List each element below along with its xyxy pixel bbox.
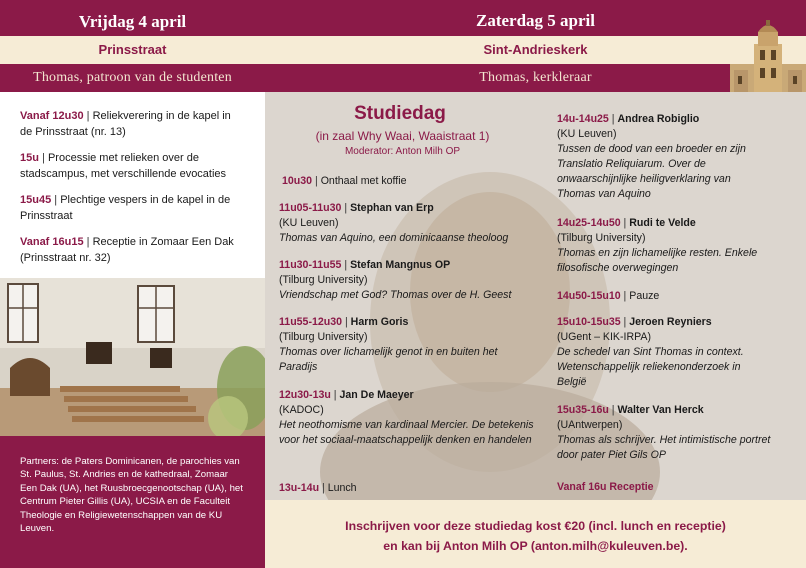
schedule-time: Vanaf 16u15 [20,236,84,248]
right-place-bar [265,36,806,64]
schedule-time: 15u45 [20,194,52,206]
talk-item: 11u55-12u30 | Harm Goris (Tilburg University) Thomas over lichamelijk genot in en buiten het Paradijs [279,315,509,375]
pause-item: 14u50-15u10 | Pauze [557,290,660,302]
program-time: 11u55-12u30 [279,316,343,328]
lunch-item: 13u-14u | Lunch [279,482,357,494]
speaker-affiliation: (Tilburg University) [279,274,368,286]
left-schedule [0,92,265,278]
speaker-name: Stephan van Erp [350,202,434,214]
talk-item: 15u35-16u | Walter Van Herck (UAntwerpen) Thomas als schrijver. Het intimistische portret door pater Piet Gils OP [557,404,771,461]
speaker-affiliation: (KADOC) [279,404,324,416]
welcome-item: 10u30 | Onthaal met koffie [282,175,407,187]
speaker-affiliation: (Tilburg University) [557,232,646,244]
registration-footer [265,500,806,568]
speaker-name: Andrea Robiglio [617,113,700,125]
studiedag-location: (in zaal Why Waai, Waaistraat 1) [315,129,490,143]
talk-title: Thomas en zijn lichamelijke resten. Enkele filosofische overwegingen [557,247,758,274]
speaker-name: Jeroen Reyniers [629,316,712,328]
left-place-bar [0,36,265,64]
left-schedule-item: 15u45 | Plechtige vespers in de kapel in de Prinsstraat [20,194,231,222]
right-day-header [265,0,806,36]
left-day-title: Vrijdag 4 april [78,12,187,31]
talk-item: 14u-14u25 | Andrea Robiglio (KU Leuven) Tussen de dood van een broeder en zijn Translatio Reliquiarum. Over de onwaarschijnlijke heiligverklaring van Thomas van Aquino [557,112,767,202]
program-time: 14u25-14u50 [557,217,621,229]
partners-text: Partners: de Paters Dominicanen, de parochies van St. Paulus, St. Andries en de kathedraal, Zomaar Een Dak (UA), het Ruusbroecgenootschap (UA), het Centrum Pieter Gillis (UA), UCSIA en de Faculteit Theologie en Religiewetenschappen van de KU Leuven. [0,436,265,568]
speaker-name: Stefan Mangnus OP [350,259,451,271]
right-day-title: Zaterdag 5 april [476,11,595,30]
left-schedule-item: Vanaf 16u15 | Receptie in Zomaar Een Dak (Prinsstraat nr. 32) [20,236,234,264]
church-tower-image [730,18,806,92]
speaker-affiliation: (UAntwerpen) [557,419,623,431]
registration-line-2: en kan bij Anton Milh OP (anton.milh@kuleuven.be). [383,539,688,553]
studiedag-title: Studiedag [354,103,446,124]
program-time: 15u35-16u [557,404,609,416]
left-day-header [0,0,265,36]
schedule-time: Vanaf 12u30 [20,110,84,122]
talk-title: Thomas van Aquino, een dominicaanse theoloog [279,232,509,244]
program-time: 13u-14u [279,482,320,494]
left-place-name: Prinsstraat [98,42,167,57]
speaker-affiliation: (UGent – KIK-IRPA) [557,331,651,343]
right-subtitle-bar [265,64,806,92]
program-time: 11u30-11u55 [279,259,342,271]
studiedag-moderator: Moderator: Anton Milh OP [344,146,461,157]
speaker-affiliation: (KU Leuven) [279,217,339,229]
program-time: 11u05-11u30 [279,202,342,214]
speaker-name: Harm Goris [350,316,409,328]
talk-item: 11u05-11u30 | Stephan van Erp (KU Leuven) Thomas van Aquino, een dominicaanse theoloog [279,201,539,246]
right-place-name: Sint-Andrieskerk [483,42,588,57]
speaker-name: Jan De Maeyer [339,389,414,401]
speaker-name: Rudi te Velde [629,217,696,229]
talk-title: Vriendschap met God? Thomas over de H. Geest [279,289,512,301]
talk-title: Thomas over lichamelijk genot in en buiten het Paradijs [279,346,498,373]
program-time: 12u30-13u [279,389,331,401]
speaker-affiliation: (Tilburg University) [279,331,368,343]
talk-title: De schedel van Sint Thomas in context. Wetenschappelijk reliekenonderzoek in België [557,346,744,388]
right-subtitle: Thomas, kerkleraar [479,70,592,85]
speaker-name: Walter Van Herck [617,404,704,416]
left-subtitle-bar [0,64,265,92]
registration-line-1: Inschrijven voor deze studiedag kost €20 (incl. lunch en receptie) [345,519,726,533]
talk-title: Het neothomisme van kardinaal Mercier. De betekenis voor het sociaal-maatschappelijk denken en handelen [279,419,534,446]
speaker-affiliation: (KU Leuven) [557,128,617,140]
schedule-text: Receptie in Zomaar Een Dak (Prinsstraat nr. 32) [20,236,234,264]
program-text: Lunch [327,482,357,494]
schedule-text: Processie met relieken over de stadscampus, met verschillende evocaties [20,152,227,180]
program-text: Onthaal met koffie [320,175,407,187]
program-text: Pauze [629,290,660,302]
left-subtitle: Thomas, patroon van de studenten [33,70,232,85]
talk-item: 12u30-13u | Jan De Maeyer (KADOC) Het neothomisme van kardinaal Mercier. De betekenis voor het sociaal-maatschappelijk denken en handelen [279,388,545,448]
schedule-text: Plechtige vespers in de kapel in de Prinsstraat [20,194,231,222]
reception-text: Vanaf 16u Receptie [557,481,654,493]
talk-item: 11u30-11u55 | Stefan Mangnus OP (Tilburg University) Vriendschap met God? Thomas over de H. Geest [279,258,539,303]
reception-item [557,480,757,495]
talk-item: 14u25-14u50 | Rudi te Velde (Tilburg University) Thomas en zijn lichamelijke resten. Enkele filosofische overwegingen [557,216,772,276]
program-time: 15u10-15u35 [557,316,621,328]
talk-title: Thomas als schrijver. Het intimistische portret door pater Piet Gils OP [557,434,771,461]
left-schedule-item: Vanaf 12u30 | Reliekverering in de kapel in de Prinsstraat (nr. 13) [20,110,231,138]
schedule-text: Reliekverering in de kapel in de Prinsstraat (nr. 13) [20,110,231,138]
talk-item: 15u10-15u35 | Jeroen Reyniers (UGent – KIK-IRPA) De schedel van Sint Thomas in context. Wetenschappelijk reliekenonderzoek in België [557,315,772,390]
talk-title: Tussen de dood van een broeder en zijn Translatio Reliquiarum. Over de onwaarschijnlijke heiligverklaring van Thomas van Aquino [557,143,746,200]
program-time: 10u30 [282,175,313,187]
chapel-interior-photo [0,278,265,436]
program-time: 14u50-15u10 [557,290,621,302]
left-schedule-item: 15u | Processie met relieken over de stadscampus, met verschillende evocaties [20,152,227,180]
program-time: 14u-14u25 [557,113,609,125]
schedule-time: 15u [20,152,39,164]
